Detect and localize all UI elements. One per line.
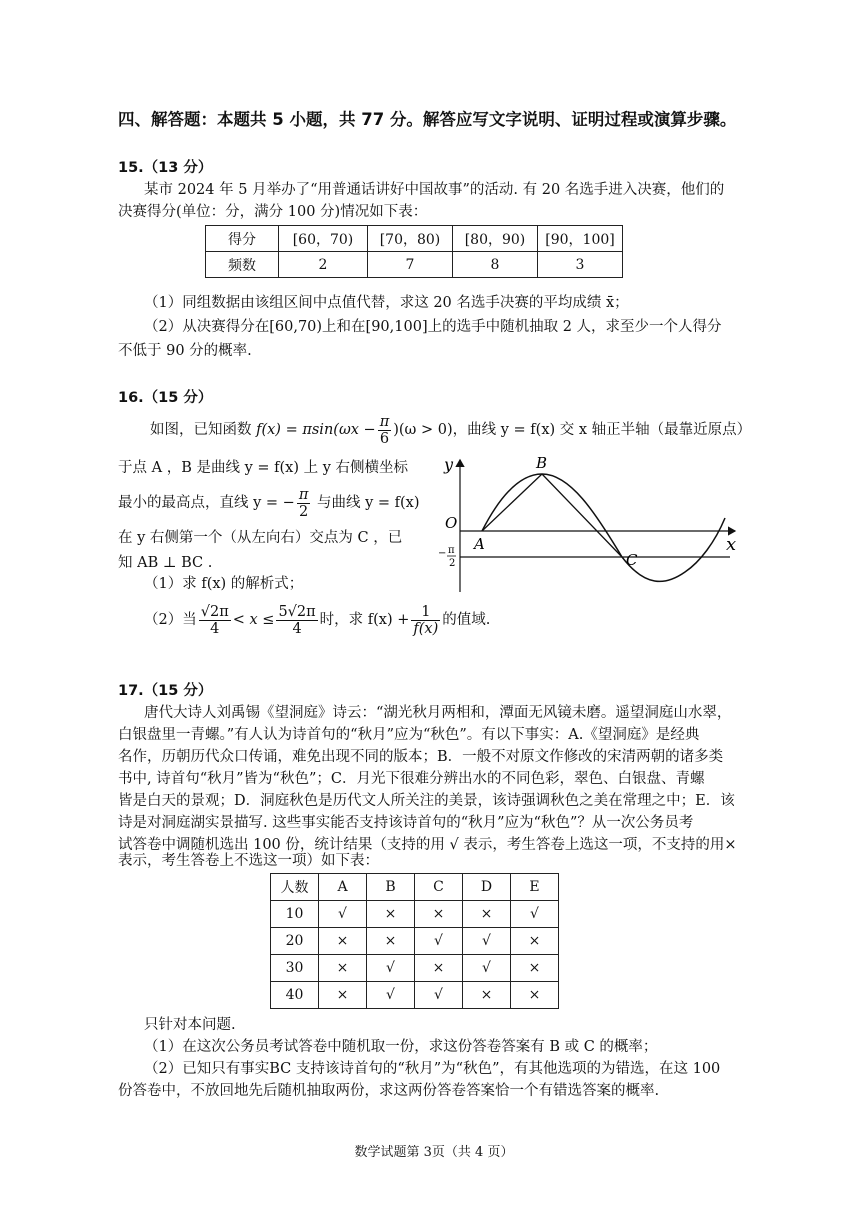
q17-part2-line2: 份答卷中，不放回地先后随机抽取两份，求这两份答卷答案恰一个有错选答案的概率. bbox=[118, 1083, 660, 1099]
q17-line: 书中, 诗首句“秋月”皆为“秋色”；C．月光下很难分辨出水的不同色彩，翠色、白银盘、青螺 bbox=[118, 771, 705, 787]
table-cell: √ bbox=[463, 955, 511, 982]
table-cell: × bbox=[319, 982, 367, 1009]
label-two: 2 bbox=[449, 558, 456, 569]
q17-line: 试答卷中调随机选出 100 份，统计结果（支持的用 √ 表示，考生答卷上选这一项，不支持的用× bbox=[118, 837, 737, 853]
label-point-b: B bbox=[536, 454, 548, 472]
q15-part1: （1）同组数据由该组区间中点值代替，求这 20 名选手决赛的平均成绩 x̄； bbox=[144, 295, 629, 311]
table-cell: × bbox=[319, 955, 367, 982]
table-cell: × bbox=[319, 928, 367, 955]
q17-part1: （1）在这次公务员考试答卷中随机取一份，求这份答卷答案有 B 或 C 的概率； bbox=[144, 1039, 658, 1055]
q17-after-table: 只针对本问题. bbox=[144, 1017, 236, 1033]
table-cell: 10 bbox=[271, 901, 319, 928]
section-title: 四、解答题：本题共 5 小题，共 77 分。解答应写文字说明、证明过程或演算步骤。 bbox=[118, 110, 737, 129]
q16-line1 bbox=[150, 412, 751, 448]
fraction-denominator: 6 bbox=[379, 430, 390, 447]
table-row-label: 频数 bbox=[206, 252, 279, 278]
q16-fraction-lower bbox=[199, 604, 231, 637]
label-y: y bbox=[444, 455, 454, 474]
table-cell: × bbox=[511, 928, 559, 955]
table-cell: × bbox=[511, 982, 559, 1009]
q16-line3-text: 最小的最高点，直线 y = − bbox=[118, 495, 295, 511]
q17-line: 名作，历朝历代众口传诵，难免出现不同的版本；B．一般不对原文作修改的宋清两朝的诸多类 bbox=[118, 749, 724, 765]
q16-fraction-pi-6 bbox=[378, 414, 392, 447]
q16-part2 bbox=[144, 600, 490, 640]
q16-part1: （1）求 f(x) 的解析式； bbox=[144, 576, 304, 592]
q15-intro-line1: 某市 2024 年 5 月举办了“用普通话讲好中国故事”的活动. 有 20 名选手进入决赛，他们的 bbox=[144, 182, 725, 198]
table-cell: √ bbox=[463, 928, 511, 955]
q16-heading: 16.（15 分） bbox=[118, 390, 213, 406]
table-row bbox=[271, 982, 559, 1009]
table-header-cell: A bbox=[319, 874, 367, 901]
fraction-denominator: f(x) bbox=[413, 620, 439, 637]
q16-part2-text: （2）当 bbox=[144, 612, 197, 628]
table-cell: √ bbox=[367, 982, 415, 1009]
q17-part2-line1: （2）已知只有事实BC 支持该诗首句的“秋月”为“秋色”，有其他选项的为错选，在这 100 bbox=[144, 1061, 721, 1077]
table-cell: × bbox=[511, 955, 559, 982]
table-cell: 30 bbox=[271, 955, 319, 982]
q15-frequency-table bbox=[205, 225, 623, 278]
q15-intro-line2: 决赛得分(单位：分，满分 100 分)情况如下表： bbox=[118, 204, 428, 220]
fraction-numerator: √2π bbox=[200, 603, 229, 620]
segment-ab bbox=[482, 474, 542, 531]
q15-part2-line2: 不低于 90 分的概率. bbox=[118, 343, 252, 359]
table-row bbox=[271, 955, 559, 982]
table-header-cell: E bbox=[511, 874, 559, 901]
table-cell: × bbox=[415, 901, 463, 928]
label-pi: π bbox=[448, 545, 455, 556]
table-row bbox=[206, 252, 623, 278]
table-header-cell: D bbox=[463, 874, 511, 901]
table-header-cell: 得分 bbox=[206, 226, 279, 252]
q17-options-table bbox=[270, 873, 559, 1009]
table-row bbox=[271, 874, 559, 901]
label-minus-sign: − bbox=[438, 548, 447, 559]
q16-part2-rest: 的值域. bbox=[442, 612, 491, 628]
interval-cell: [90，100] bbox=[538, 226, 623, 252]
fraction-denominator: 2 bbox=[298, 503, 309, 520]
q16-line2: 于点 A ，B 是曲线 y = f(x) 上 y 右侧横坐标 bbox=[118, 460, 408, 476]
count-cell: 3 bbox=[538, 252, 623, 278]
q17-line: 诗是对洞庭湖实景描写. 这些事实能否支持该诗首句的“秋月”应为“秋色”？从一次公务员考 bbox=[118, 815, 694, 831]
table-cell: √ bbox=[415, 982, 463, 1009]
q16-line1-text: 如图，已知函数 bbox=[150, 422, 257, 438]
q16-fraction-upper bbox=[276, 604, 317, 637]
interval-cell: [60，70) bbox=[279, 226, 368, 252]
table-cell: × bbox=[415, 955, 463, 982]
label-point-c: C bbox=[626, 551, 638, 569]
segment-bc bbox=[542, 474, 622, 557]
table-cell: × bbox=[367, 928, 415, 955]
count-cell: 7 bbox=[368, 252, 453, 278]
table-cell: √ bbox=[511, 901, 559, 928]
page-footer: 数学试题第 3页（共 4 页） bbox=[354, 1145, 514, 1160]
table-header-cell: C bbox=[415, 874, 463, 901]
q15-heading: 15.（13 分） bbox=[118, 160, 213, 176]
sine-curve bbox=[482, 474, 725, 581]
q16-line1-rest: )(ω > 0)，曲线 y = f(x) 交 x 轴正半轴（最靠近原点） bbox=[393, 422, 752, 438]
q16-fraction-reciprocal bbox=[411, 604, 440, 637]
table-header-cell: 人数 bbox=[271, 874, 319, 901]
table-row bbox=[271, 928, 559, 955]
q16-line5: 知 AB ⊥ BC . bbox=[118, 555, 213, 571]
q15-part2-line1: （2）从决赛得分在[60,70)上和在[90,100]上的选手中随机抽取 2 人，求至少一个人得分 bbox=[144, 319, 722, 335]
interval-cell: [80，90) bbox=[453, 226, 538, 252]
fraction-denominator: 4 bbox=[210, 620, 220, 637]
fraction-numerator: 1 bbox=[411, 604, 440, 621]
table-cell: √ bbox=[367, 955, 415, 982]
table-row bbox=[206, 226, 623, 252]
table-cell: × bbox=[463, 901, 511, 928]
table-cell: × bbox=[463, 982, 511, 1009]
table-header-cell: B bbox=[367, 874, 415, 901]
q17-line: 唐代大诗人刘禹锡《望洞庭》诗云：“湖光秋月两相和，潭面无风镜未磨。遥望洞庭山水翠， bbox=[144, 705, 732, 721]
q16-inequality: < x ≤ bbox=[232, 612, 275, 628]
interval-cell: [70，80) bbox=[368, 226, 453, 252]
q17-heading: 17.（15 分） bbox=[118, 683, 213, 699]
table-cell: √ bbox=[319, 901, 367, 928]
q16-line4: 在 y 右侧第一个（从左向右）交点为 C ，已 bbox=[118, 530, 403, 546]
label-x: x bbox=[726, 534, 737, 555]
q16-line3-rest: 与曲线 y = f(x) bbox=[312, 495, 420, 511]
fraction-numerator: π bbox=[379, 413, 390, 430]
label-point-a: A bbox=[474, 535, 485, 553]
fraction-numerator: 5√2π bbox=[278, 603, 316, 620]
fraction-denominator: 4 bbox=[292, 620, 302, 637]
count-cell: 2 bbox=[279, 252, 368, 278]
table-cell: 40 bbox=[271, 982, 319, 1009]
q17-line: 皆是白天的景观；D．洞庭秋色是历代文人所关注的美景，该诗强调秋色之美在常理之中；E．该 bbox=[118, 793, 735, 809]
q17-line: 表示，考生答卷上不选这一项）如下表： bbox=[118, 853, 379, 869]
label-origin: O bbox=[445, 514, 458, 532]
table-cell: × bbox=[367, 901, 415, 928]
q17-line: 白银盘里一青螺。”有人认为诗首句的“秋月”应为“秋色”。有以下事实：A.《望洞庭》是经典 bbox=[118, 727, 700, 743]
q16-line3 bbox=[118, 485, 420, 521]
q16-sine-graph bbox=[430, 452, 750, 602]
q16-function: f(x) = πsin(ωx − bbox=[256, 422, 376, 438]
table-cell: 20 bbox=[271, 928, 319, 955]
table-cell: √ bbox=[415, 928, 463, 955]
table-row bbox=[271, 901, 559, 928]
count-cell: 8 bbox=[453, 252, 538, 278]
q16-part2-mid: 时，求 f(x) + bbox=[319, 612, 410, 628]
q16-fraction-pi-2 bbox=[297, 487, 311, 520]
fraction-numerator: π bbox=[298, 486, 309, 503]
